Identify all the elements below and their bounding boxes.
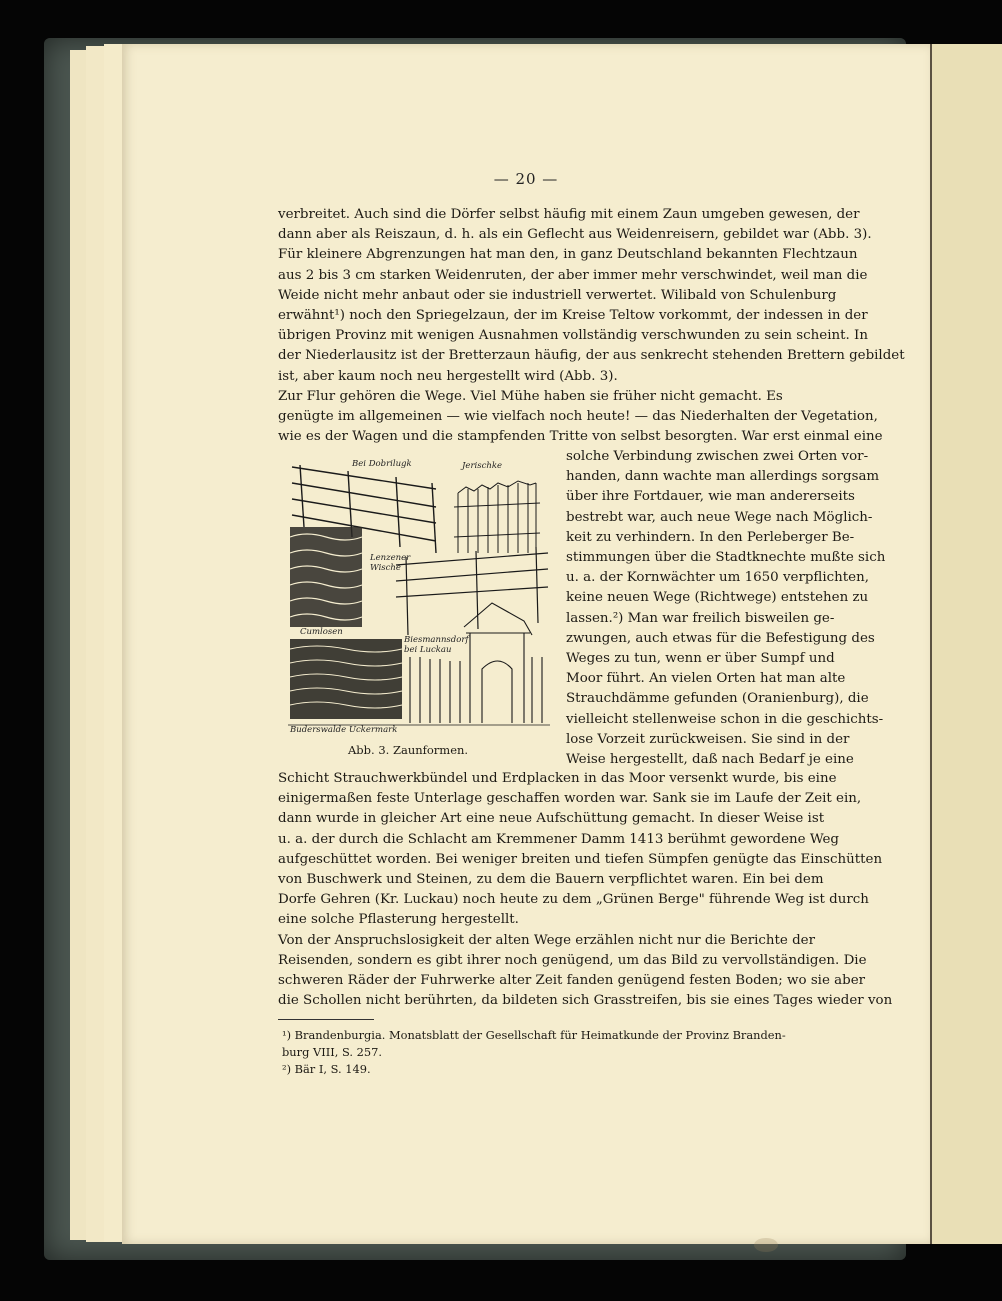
text-line: verbreitet. Auch sind die Dörfer selbst häufig mit einem Zaun umgeben gewesen, der — [278, 207, 860, 222]
text-line: handen, dann wachte man allerdings sorgsam — [566, 469, 880, 485]
fence-drawing — [286, 457, 552, 737]
page-smudge — [754, 1238, 778, 1252]
text-line: Weide nicht mehr anbaut oder sie industriell verwertet. Wilibald von Schulenburg — [278, 287, 837, 303]
text-line: übrigen Provinz mit wenigen Ausnahmen vollständig verschwunden zu sein scheint. In — [278, 328, 868, 344]
figure-label-dobrilugk: Bei Dobrilugk — [352, 459, 412, 469]
text-line: wie es der Wagen und die stampfenden Tritte von selbst besorgten. War erst einmal eine — [278, 429, 883, 445]
text-line: lose Vorzeit zurückweisen. Sie sind in der — [566, 731, 850, 747]
text-line: Für kleinere Abgrenzungen hat man den, in ganz Deutschland bekannten Flechtzaun — [278, 247, 858, 263]
text-line: Dorfe Gehren (Kr. Luckau) noch heute zu dem „Grünen Berge" führende Weg ist durch — [278, 892, 869, 908]
text-line: Weise hergestellt, daß nach Bedarf je eine — [566, 752, 854, 767]
text-line: Weges zu tun, wenn er über Sumpf und — [566, 651, 835, 666]
page-number: — 20 — — [493, 170, 559, 188]
text-line: eine solche Pflasterung hergestellt. — [278, 912, 519, 928]
footnote-rule — [278, 1019, 374, 1020]
text-line: schweren Räder der Fuhrwerke alter Zeit fanden genügend festen Boden; wo sie aber — [278, 973, 866, 988]
text-line: Zur Flur gehören die Wege. Viel Mühe haben sie früher nicht gemacht. Es — [278, 388, 783, 404]
facing-page-sliver — [930, 44, 1002, 1244]
text-line: Reisenden, sondern es gibt ihrer noch genügend, um das Bild zu vervollständigen. Die — [278, 952, 867, 968]
text-line: von Buschwerk und Steinen, zu dem die Bauern verpflichtet waren. Ein bei dem — [278, 872, 824, 887]
text-line: u. a. der Kornwächter um 1650 verpflichten, — [566, 570, 869, 586]
text-line: zwungen, auch etwas für die Befestigung des — [566, 630, 875, 646]
text-line: genügte im allgemeinen — wie vielfach noch heute! — das Niederhalten der Vegetation, — [278, 409, 878, 424]
text-line: Strauchdämme gefunden (Oranienburg), die — [566, 691, 869, 707]
text-line: stimmungen über die Stadtknechte mußte sich — [566, 550, 886, 565]
text-line: erwähnt¹) noch den Spriegelzaun, der im Kreise Teltow vorkommt, der indessen in der — [278, 308, 868, 323]
text-line: einigermaßen feste Unterlage geschaffen worden war. Sank sie im Laufe der Zeit ein, — [278, 791, 862, 807]
text-line: dann aber als Reiszaun, d. h. als ein Geflecht aus Weidenreisern, gebildet war (Abb. 3). — [278, 227, 872, 243]
footnote-line: ¹) Brandenburgia. Monatsblatt der Gesellschaft für Heimatkunde der Provinz Branden- — [282, 1028, 786, 1042]
text-line: bestrebt war, auch neue Wege nach Möglich- — [566, 509, 873, 525]
text-line: keine neuen Wege (Richtwege) entstehen zu — [566, 590, 869, 606]
text-line: aufgeschüttet worden. Bei weniger breiten und tiefen Sümpfen genügte das Einschütten — [278, 851, 883, 867]
figure-caption: Abb. 3. Zaunformen. — [348, 743, 469, 757]
text-line: Schicht Strauchwerkbündel und Erdplacken in das Moor versenkt wurde, bis eine — [278, 771, 837, 786]
text-line: aus 2 bis 3 cm starken Weidenruten, der aber immer mehr verschwindet, weil man die — [278, 267, 868, 283]
figure-label-cumlosen: Cumlosen — [300, 627, 343, 637]
text-line: der Niederlausitz ist der Bretterzaun häufig, der aus senkrecht stehenden Brettern gebildet — [278, 348, 905, 364]
figure-label-buderswalde: Buderswalde Uckermark — [290, 725, 398, 735]
footnote-line: burg VIII, S. 257. — [282, 1045, 382, 1059]
text-line: solche Verbindung zwischen zwei Orten vor- — [566, 449, 869, 464]
fence-illustration — [286, 457, 552, 737]
text-line: u. a. der durch die Schlacht am Kremmener Damm 1413 berühmt gewordene Weg — [278, 831, 839, 847]
figure-label-biesmannsdorf: Biesmannsdorf bei Luckau — [404, 635, 469, 655]
figure-label-jerischke: Jerischke — [462, 461, 502, 471]
footnote-line: ²) Bär I, S. 149. — [282, 1062, 371, 1076]
text-line: Moor führt. An vielen Orten hat man alte — [566, 671, 846, 687]
text-line: vielleicht stellenweise schon in die geschichts- — [566, 711, 884, 727]
text-line: dann wurde in gleicher Art eine neue Aufschüttung gemacht. In dieser Weise ist — [278, 811, 825, 827]
text-line: Von der Anspruchslosigkeit der alten Wege erzählen nicht nur die Berichte der — [278, 932, 815, 948]
text-line: die Schollen nicht berührten, da bildeten sich Grasstreifen, bis sie eines Tages wieder von — [278, 993, 893, 1009]
text-line: keit zu verhindern. In den Perleberger Be- — [566, 529, 855, 545]
figure-label-lenzener: Lenzener Wische — [370, 553, 411, 573]
text-line: ist, aber kaum noch neu hergestellt wird (Abb. 3). — [278, 368, 618, 384]
book-page — [122, 44, 930, 1244]
text-line: über ihre Fortdauer, wie man andererseits — [566, 489, 855, 505]
text-line: lassen.²) Man war freilich bisweilen ge- — [566, 610, 835, 626]
